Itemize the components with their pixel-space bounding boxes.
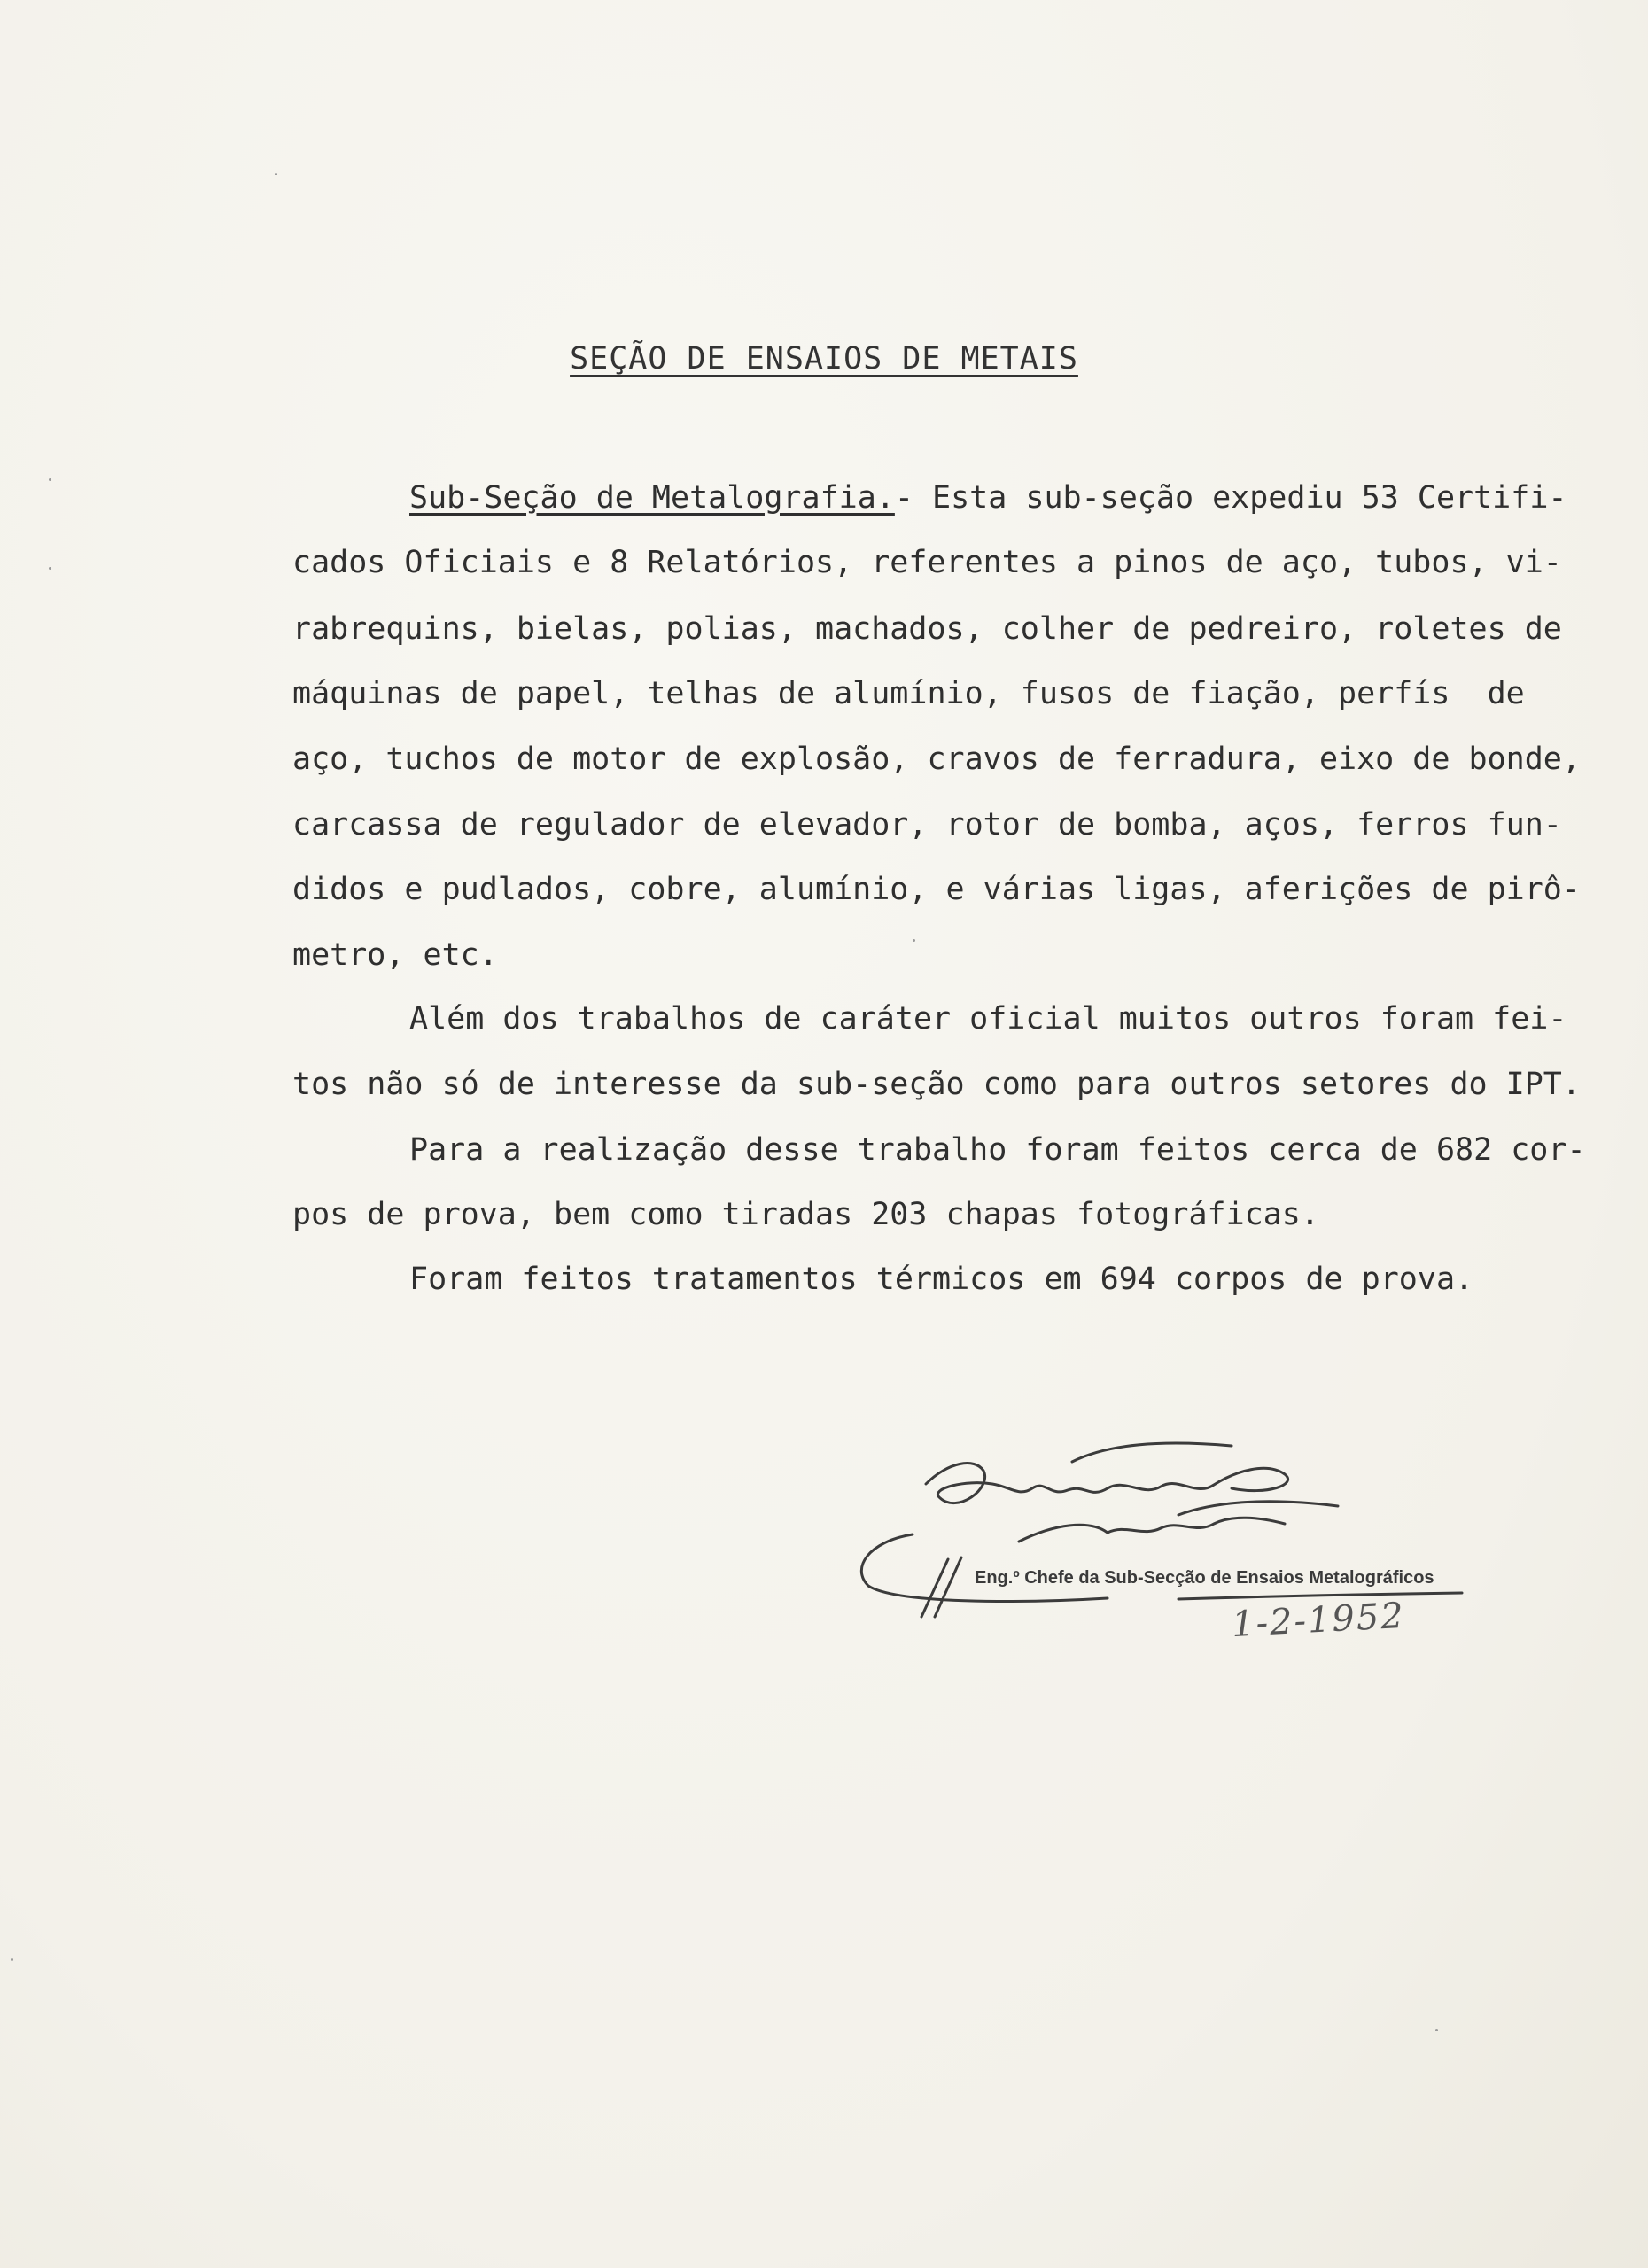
paragraph1-line-2: cados Oficiais e 8 Relatórios, referentes a pinos de aço, tubos, vi- — [292, 545, 1562, 580]
paper-speck — [11, 1958, 13, 1961]
paragraph1-line-5: aço, tuchos de motor de explosão, cravos de ferradura, eixo de bonde, — [292, 742, 1581, 777]
paragraph-line — [409, 480, 1567, 516]
paragraph2-line-1: Além dos trabalhos de caráter oficial muitos outros foram fei- — [409, 1001, 1567, 1037]
paragraph1-line-3: rabrequins, bielas, polias, machados, colher de pedreiro, roletes de — [292, 611, 1562, 647]
paragraph1-line-4: máquinas de papel, telhas de alumínio, fusos de fiação, perfís de — [292, 676, 1525, 711]
paragraph1-line-8: metro, etc. — [292, 937, 498, 973]
paragraph1-line-1: - Esta sub-seção expediu 53 Certifi- — [894, 480, 1567, 516]
subsection-heading: Sub-Seção de Metalografia. — [409, 480, 895, 516]
paper-speck — [913, 939, 915, 942]
signature-caption: Eng.º Chefe da Sub-Secção de Ensaios Metalográficos — [975, 1568, 1434, 1588]
signature-date: 1-2-1952 — [1230, 1595, 1406, 1646]
paragraph3-line-1: Para a realização desse trabalho foram feitos cerca de 682 cor- — [409, 1132, 1586, 1168]
paper-speck — [49, 478, 51, 481]
paper-speck — [275, 173, 277, 175]
signature-block — [842, 1435, 1515, 1648]
paragraph2-line-2: tos não só de interesse da sub-seção como para outros setores do IPT. — [292, 1067, 1581, 1102]
paragraph3-line-2: pos de prova, bem como tiradas 203 chapas fotográficas. — [292, 1197, 1319, 1232]
paragraph4-line-1: Foram feitos tratamentos térmicos em 694 corpos de prova. — [409, 1262, 1474, 1297]
handwritten-signature — [842, 1435, 1515, 1648]
page-title: SEÇÃO DE ENSAIOS DE METAIS — [570, 341, 1078, 377]
paragraph1-line-6: carcassa de regulador de elevador, rotor de bomba, aços, ferros fun- — [292, 807, 1562, 843]
paper-speck — [1435, 2029, 1438, 2031]
paper-speck — [49, 567, 51, 570]
paragraph1-line-7: didos e pudlados, cobre, alumínio, e várias ligas, aferições de pirô- — [292, 872, 1581, 907]
